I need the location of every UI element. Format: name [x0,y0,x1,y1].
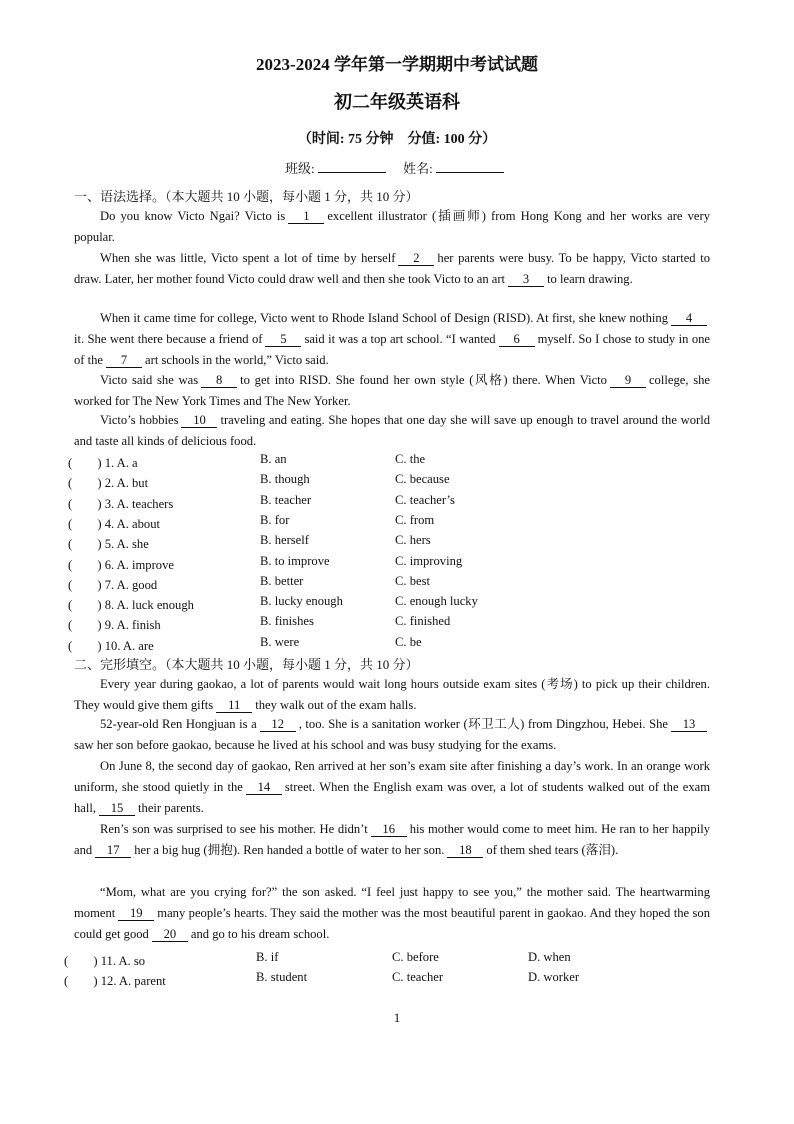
option-d: D. when [528,950,571,964]
option-c: C. teacher [392,970,444,984]
option-c: C. enough lucky [395,594,478,609]
option-c: C. before [392,950,439,964]
blank-11: 11 [216,698,252,713]
class-blank[interactable] [318,160,386,173]
passage2-paragraph: On June 8, the second day of gaokao, Ren arrived at her son’s exam site after finishing a day’s work. In an orange work uniform, she stood quietly in the 14 street. When the English exam was over, a lot of students walked out of the exam hall, 15 their parents. [74,759,711,815]
blank-16: 16 [371,822,407,837]
blank-5: 5 [265,332,301,347]
option-d: D. worker [528,970,580,984]
blank-2: 2 [398,251,434,266]
passage1-paragraph: Victo said she was 8 to get into RISD. She found her own style (风格) there. When Victo 9 college, she worked for The New York Times and The New Yorker. [74,373,711,408]
section1-heading: 一、语法选择。（本大题共 10 小题，每小题 1 分，共 10 分） [74,189,419,204]
name-label: 姓名: [403,161,433,176]
blank-8: 8 [201,373,237,388]
blank-3: 3 [508,272,544,287]
blank-20: 20 [152,927,188,942]
blank-15: 15 [99,801,135,816]
option-c: C. hers [395,533,431,548]
option-b: B. were [260,634,300,649]
question-item[interactable]: ( ) 5. A. she [68,537,149,552]
option-c: C. be [395,634,422,649]
option-b: B. herself [260,533,309,548]
blank-17: 17 [95,843,131,858]
blank-1: 1 [288,209,324,224]
option-c: C. finished [395,614,451,629]
blank-14: 14 [246,780,282,795]
blank-19: 19 [118,906,154,921]
exam-info: （时间: 75 分钟 分值: 100 分） [297,132,497,147]
question-item[interactable]: ( ) 8. A. luck enough [68,598,194,613]
option-b: B. student [256,970,308,984]
option-c: C. the [395,452,426,466]
option-b: B. an [260,452,287,466]
option-c: C. from [395,512,435,527]
section2-heading: 二、完形填空。（本大题共 10 小题，每小题 1 分，共 10 分） [74,657,419,672]
question-item[interactable]: ( ) 4. A. about [68,516,160,531]
option-c: C. improving [395,553,463,568]
passage1-paragraph: When it came time for college, Victo went to Rhode Island School of Design (RISD). At first, she knew nothing 4it. She went there because a friend of 5 said it was a top art school. “I wanted 6 myself. So I chose to study in one of the 7 art schools in the world,” Victo said. [74,311,710,367]
question-item[interactable]: ( ) 3. A. teachers [68,496,174,511]
exam-subtitle: 初二年级英语科 [334,92,460,112]
passage2-paragraph: Ren’s son was surprised to see his mother. He didn’t 16 his mother would come to meet him. He ran to her happily and 17 her a big hug (拥抱). Ren handed a bottle of water to her son. 18 of them shed tears (落泪). [74,822,711,857]
question-item[interactable]: ( ) 1. A. a [68,456,138,470]
option-c: C. because [395,472,450,487]
question-item[interactable]: ( ) 9. A. finish [68,618,161,633]
option-b: B. lucky enough [260,594,343,609]
option-b: B. teacher [260,492,312,507]
option-c: C. teacher’s [395,492,455,507]
option-b: B. if [256,950,279,964]
blank-10: 10 [181,413,217,428]
exam-title: 2023-2024 学年第一学期期中考试试题 [256,55,538,74]
option-b: B. better [260,573,304,588]
blank-12: 12 [260,717,296,732]
passage1-paragraph: Victo’s hobbies 10 traveling and eating. She hopes that one day she will save up enough to travel around the world and taste all kinds of delicious food. [74,413,710,448]
blank-7: 7 [106,353,142,368]
blank-18: 18 [447,843,483,858]
option-b: B. to improve [260,553,330,568]
passage2-paragraph: “Mom, what are you crying for?” the son asked. “I feel just happy to see you,” the mother said. The heartwarming moment 19 many people’s hearts. They said the mother was the most beautiful parent in gaokao. And they hoped the son could get good 20 and go to his dream school. [74,885,710,941]
question-item[interactable]: ( ) 7. A. good [68,577,158,592]
class-label: 班级: [285,161,315,176]
passage2-paragraph: 52-year-old Ren Hongjuan is a 12 , too. She is a sanitation worker (环卫工人) from Dingzhou, Hebei. She 13saw her son before gaokao, because he lived at his school and was busy studying for the exams. [74,714,710,756]
option-c: C. best [395,573,430,588]
option-b: B. though [260,472,310,487]
blank-6: 6 [499,332,535,347]
passage1-paragraph: When she was little, Victo spent a lot of time by herself 2 her parents were busy. To be happy, Victo started to draw. Later, her mother found Victo could draw well and then she took Victo to an art 3 to learn drawing. [74,251,710,286]
question-item[interactable]: ( ) 2. A. but [68,476,149,491]
question-item[interactable]: ( ) 12. A. parent [64,974,166,988]
option-b: B. finishes [260,614,314,629]
blank-4: 4 [671,311,707,326]
page-number: 1 [393,1010,401,1025]
option-b: B. for [260,512,290,527]
blank-13: 13 [671,717,707,732]
passage1-paragraph: Do you know Victo Ngai? Victo is 1 excellent illustrator (插画师) from Hong Kong and her works are very popular. [74,209,710,244]
name-blank[interactable] [436,160,504,173]
question-item[interactable]: ( ) 10. A. are [68,638,154,653]
question-item[interactable]: ( ) 6. A. improve [68,557,174,572]
passage2-paragraph: Every year during gaokao, a lot of parents would wait long hours outside exam sites (考场) to pick up their children. They would give them gifts 11 they walk out of the exam halls. [74,677,710,712]
blank-9: 9 [610,373,646,388]
student-info [285,158,518,177]
question-item[interactable]: ( ) 11. A. so [64,954,146,968]
